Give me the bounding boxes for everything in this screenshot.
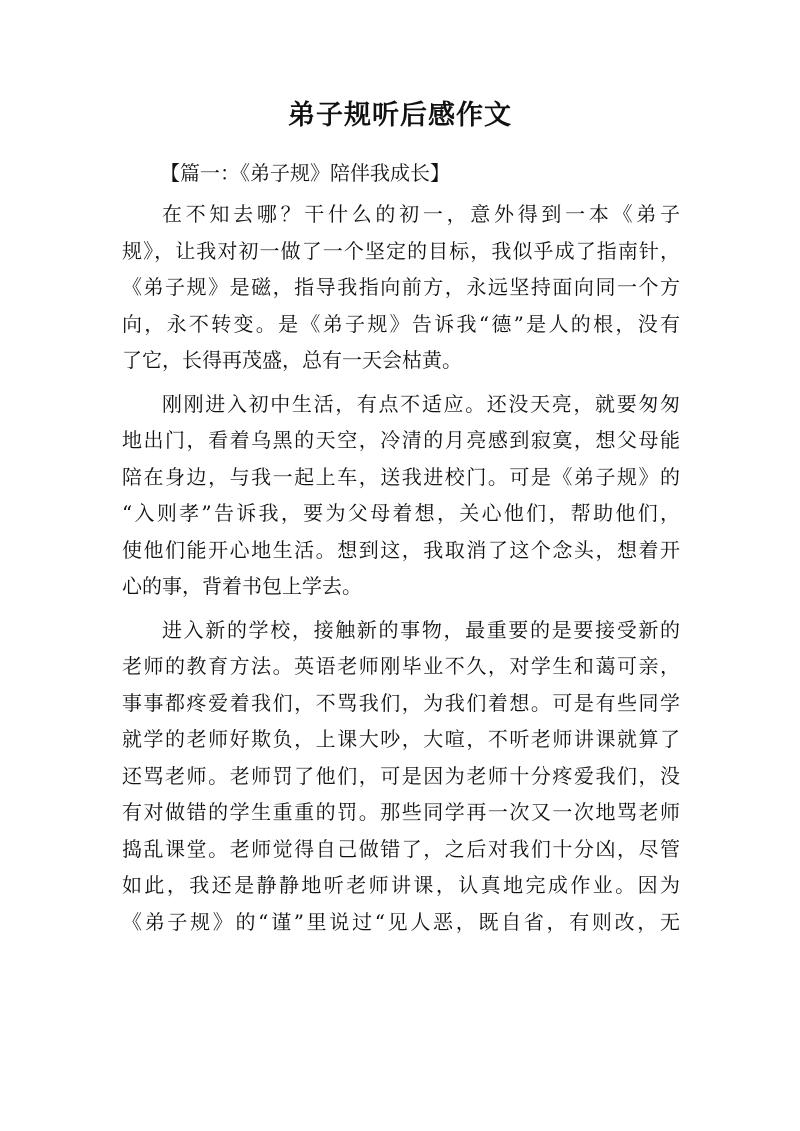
paragraph-line: 《弟子规》是磁，指导我指向前方，永远坚持面向同一个方 (122, 275, 680, 299)
document-title: 弟子规听后感作文 (288, 100, 512, 131)
paragraph-line: 就学的老师好欺负，上课大吵，大喧，不听老师讲课就算了 (122, 727, 680, 751)
paragraph-line: 了它，长得再茂盛，总有一天会枯黄。 (122, 348, 462, 372)
paragraph-line: 进入新的学校，接触新的事物，最重要的是要接受新的 (162, 617, 680, 642)
paragraph-line: “入则孝”告诉我，要为父母着想，关心他们，帮助他们， (122, 501, 680, 525)
body-text (122, 196, 680, 947)
paragraph-line: 使他们能开心地生活。想到这，我取消了这个念头，想着开 (122, 537, 680, 562)
paragraph-line: 在不知去哪？干什么的初一，意外得到一本《弟子 (162, 202, 680, 226)
paragraph-line: 陪在身边，与我一起上车，送我进校门。可是《弟子规》的 (122, 464, 680, 489)
section-heading: 【篇一：《弟子规》陪伴我成长】 (160, 161, 450, 185)
paragraph-line: 有对做错的学生重重的罚。那些同学再一次又一次地骂老师 (122, 800, 680, 824)
paragraph-line: 心的事，背着书包上学去。 (122, 574, 362, 598)
paragraph-line: 事事都疼爱着我们，不骂我们，为我们着想。可是有些同学 (122, 690, 680, 715)
paragraph-line: 捣乱课堂。老师觉得自己做错了，之后对我们十分凶，尽管 (122, 836, 680, 861)
paragraph-2 (122, 386, 680, 605)
paragraph-3 (122, 612, 680, 941)
paragraph-1 (122, 196, 680, 379)
paragraph-line: 老师的教育方法。英语老师刚毕业不久，对学生和蔼可亲， (122, 654, 680, 678)
paragraph-line: 《弟子规》的“谨”里说过“见人恶，既自省，有则改，无 (122, 909, 680, 934)
paragraph-line: 地出门，看着乌黑的天空，冷清的月亮感到寂寞，想父母能 (122, 428, 680, 452)
paragraph-line: 还骂老师。老师罚了他们，可是因为老师十分疼爱我们，没 (122, 763, 680, 788)
paragraph-line: 刚刚进入初中生活，有点不适应。还没天亮，就要匆匆 (162, 391, 680, 416)
paragraph-line: 如此，我还是静静地听老师讲课，认真地完成作业。因为 (122, 873, 680, 897)
paragraph-line: 规》，让我对初一做了一个坚定的目标，我似乎成了指南针， (122, 238, 680, 263)
paragraph-line: 向，永不转变。是《弟子规》告诉我“德”是人的根，没有 (122, 311, 680, 336)
